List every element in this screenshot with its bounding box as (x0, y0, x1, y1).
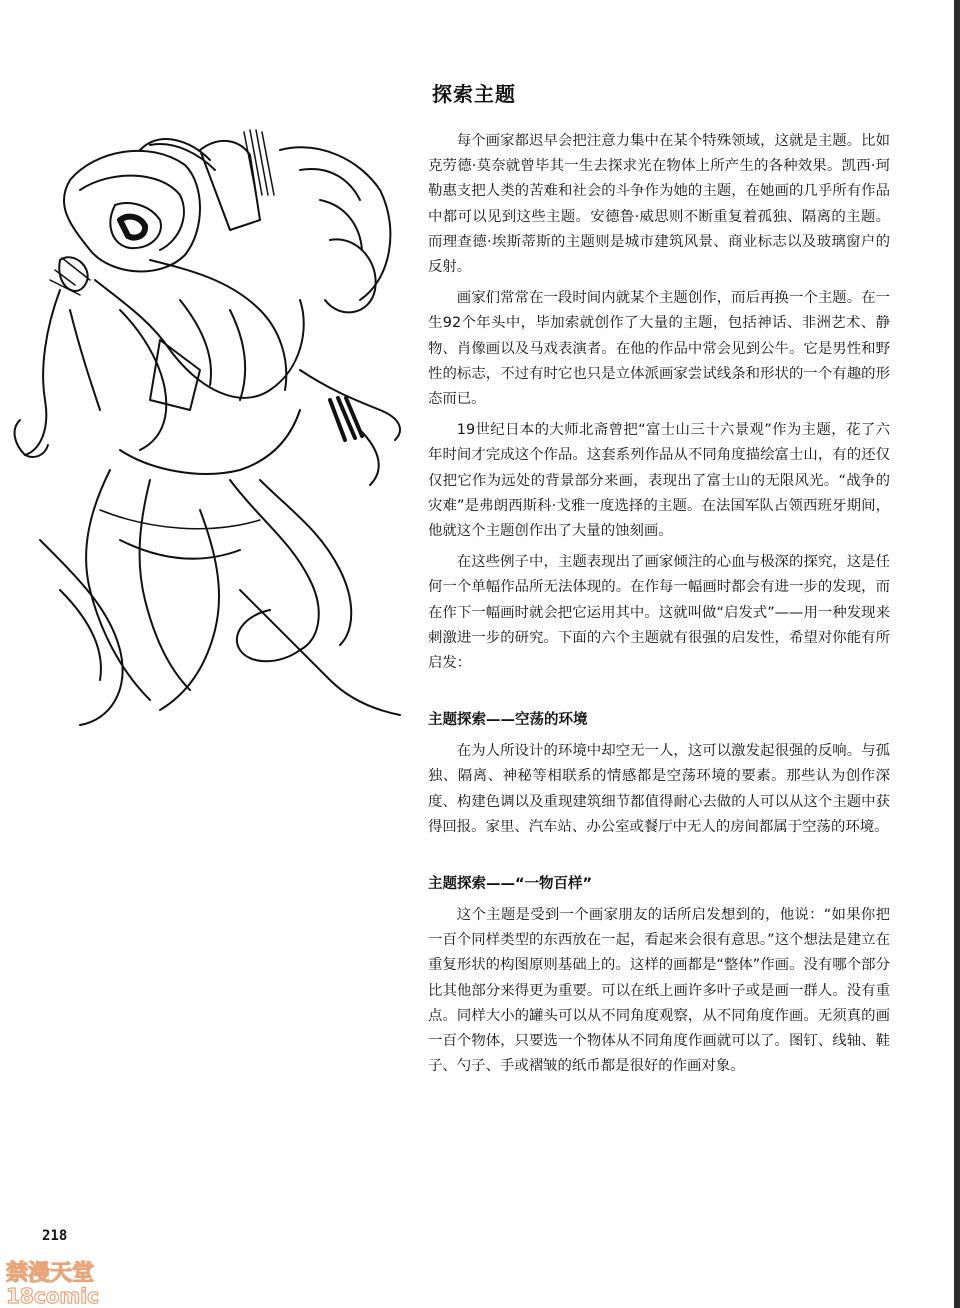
page-title: 探索主题 (432, 82, 516, 106)
paragraph: 这个主题是受到一个画家朋友的话所启发想到的，他说：“如果你把一百个同样类型的东西放在一起，看起来会很有意思。”这个想法是建立在重复形状的构图原则基础上的。这样的画都是“整体”作画。没有哪个部分比其他部分来得更为重要。可以在纸上画许多叶子或是画一群人。没有重点。同样大小的罐头可以从不同角度观察，从不同角度作画。无须真的画一百个物体，只要选一个物体从不同角度作画就可以了。图钉、线轴、鞋子、勺子、手或褶皱的纸币都是很好的作画对象。 (428, 907, 890, 1075)
watermark-line1: 禁漫天堂 (6, 1261, 95, 1286)
page-edge-shadow (954, 0, 960, 1308)
page-number: 218 (42, 1228, 68, 1244)
paragraph: 画家们常常在一段时间内就某个主题创作，而后再换一个主题。在一生92个年头中，毕加索就创作了大量的主题，包括神话、非洲艺术、静物、肖像画以及马戏表演者。在他的作品中常会见到公牛。它是男性和野性的标志，不过有时它也只是立体派画家尝试线条和形状的一个有趣的形态而已。 (428, 290, 890, 408)
gesture-sketch-figure (0, 110, 420, 730)
site-watermark-logo (4, 1258, 144, 1306)
paragraph: 19世纪日本的大师北斋曾把“富士山三十六景观”作为主题，花了六年时间才完成这个作品。这套系列作品从不同角度描绘富士山，有的还仅仅把它作为远处的背景部分来画，表现出了富士山的无限风光。“战争的灾难”是弗朗西斯科·戈雅一度选择的主题。在法国军队占领西班牙期间，他就这个主题创作出了大量的蚀刻画。 (428, 422, 890, 540)
article-column (428, 78, 890, 1086)
section-heading: 主题探索——“一物百样” (428, 876, 593, 893)
paragraph: 每个画家都迟早会把注意力集中在某个特殊领域，这就是主题。比如克劳德·莫奈就曾毕其一生去探求光在物体上所产生的各种效果。凯西·珂勒惠支把人类的苦难和社会的斗争作为她的主题，在她画的几乎所有作品中都可以见到这些主题。安德鲁·威思则不断重复着孤独、隔离的主题。而理查德·埃斯蒂斯的主题则是城市建筑风景、商业标志以及玻璃窗户的反射。 (428, 133, 890, 276)
watermark-line2: 18comic (6, 1284, 99, 1306)
section-heading: 主题探索——空荡的环境 (428, 712, 588, 729)
paragraph: 在为人所设计的环境中却空无一人，这可以激发起很强的反响。与孤独、隔离、神秘等相联系的情感都是空荡环境的要素。那些认为创作深度、构建色调以及重现建筑细节都值得耐心去做的人可以从这个主题中获得回报。家里、汽车站、办公室或餐厅中无人的房间都属于空荡的环境。 (428, 743, 890, 835)
paragraph: 在这些例子中，主题表现出了画家倾注的心血与极深的探究，这是任何一个单幅作品所无法体现的。在作每一幅画时都会有进一步的发现，而在作下一幅画时就会把它运用其中。这就叫做“启发式”——用一种发现来刺激进一步的研究。下面的六个主题就有很强的启发性，希望对你能有所启发： (428, 554, 890, 672)
